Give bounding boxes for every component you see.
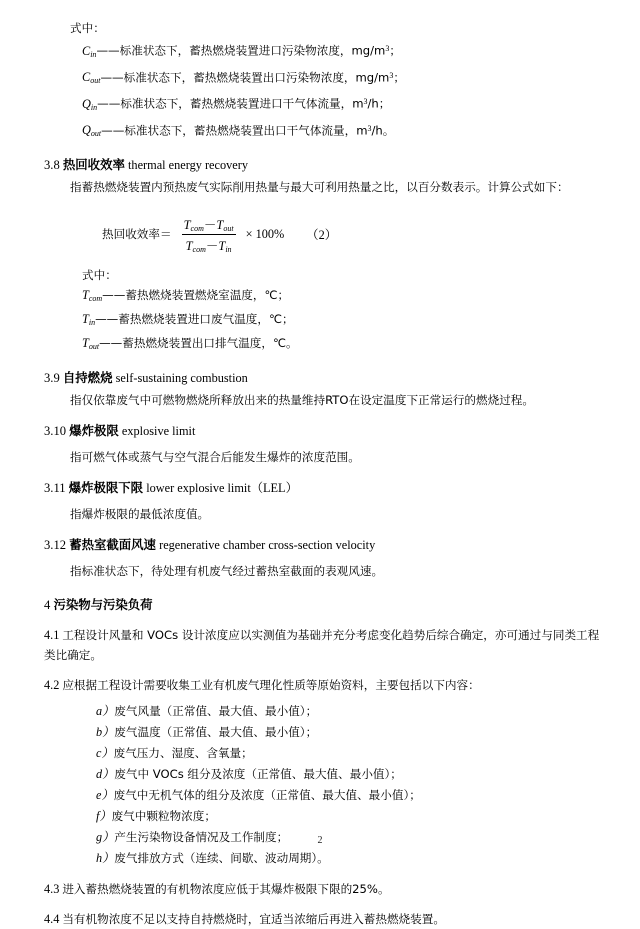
list-item-text: 废气排放方式（连续、间歇、波动周期）。 xyxy=(114,851,329,866)
formula-equation-number: （2） xyxy=(306,228,338,243)
section-number: 4 xyxy=(44,598,51,613)
clause-number: 4.2 xyxy=(44,678,60,693)
page-number: 2 xyxy=(317,835,323,846)
unit-exponent: 3 xyxy=(367,123,372,133)
unit-exponent: 3 xyxy=(363,97,368,107)
formula-numerator: $T_{com}-T_{out}$ xyxy=(183,217,234,233)
list-item xyxy=(96,764,600,785)
shizhong-label-1: 式中： xyxy=(70,21,105,35)
section-number: 3.9 xyxy=(44,371,60,386)
section-heading-4 xyxy=(44,595,600,615)
definition-row xyxy=(82,285,600,309)
list-item-text: 产生污染物设备情况及工作制度； xyxy=(114,830,289,845)
list-item xyxy=(96,701,600,722)
definition-tail: /h； xyxy=(367,96,391,111)
definition-row xyxy=(82,65,600,92)
shizhong-label-2: 式中： xyxy=(82,268,117,283)
list-item-text: 废气风量（正常值、最大值、最小值）； xyxy=(114,704,318,719)
definition-tail: ； xyxy=(393,70,405,85)
clause-text: 进入蓄热燃烧装置的有机物浓度应低于其爆炸极限下限的25%。 xyxy=(62,882,390,897)
section-title-en: regenerative chamber cross-section velocity xyxy=(159,538,376,553)
section-heading-3-12 xyxy=(44,535,600,555)
page-content xyxy=(44,18,600,929)
symbol-q-in: $Q_{in}$ xyxy=(82,96,98,112)
section-title-cn: 爆炸极限 xyxy=(69,423,119,439)
section-3-12-body: 指标准状态下，待处理有机废气经过蓄热室截面的表观风速。 xyxy=(70,564,384,579)
list-item xyxy=(96,848,600,869)
symbol-t-out: $T_{out}$ xyxy=(82,336,100,352)
section-heading-3-10 xyxy=(44,421,600,441)
formula-tail: × 100% xyxy=(245,226,285,241)
section-heading-3-8 xyxy=(44,155,600,175)
unit-exponent: 3 xyxy=(389,70,394,80)
list-item-text: 废气中颗粒物浓度； xyxy=(111,809,216,824)
section-title-cn: 蓄热室截面风速 xyxy=(69,537,156,553)
definition-text: ——标准状态下，蓄热燃烧装置出口污染物浓度，mg/m xyxy=(100,70,390,85)
section-title-cn: 爆炸极限下限 xyxy=(68,480,144,496)
definition-row xyxy=(82,333,600,357)
definition-row xyxy=(82,309,600,333)
section-heading-3-9 xyxy=(44,368,600,388)
symbol-c-out: $C_{out}$ xyxy=(82,70,101,86)
definition-tail: /h。 xyxy=(371,123,395,138)
list-item-label: g） xyxy=(96,830,115,845)
definition-text: ——蓄热燃烧装置进口废气温度，℃； xyxy=(95,312,294,327)
clause-4-4 xyxy=(44,909,600,929)
symbol-t-com: $T_{com}$ xyxy=(82,288,103,304)
section-3-9-body: 指仅依靠废气中可燃物燃烧所释放出来的热量维持RTO在设定温度下正常运行的燃烧过程。 xyxy=(70,393,534,408)
formula-denominator: $T_{com}-T_{in}$ xyxy=(182,234,236,254)
list-item-text: 废气温度（正常值、最大值、最小值）； xyxy=(114,725,318,740)
definition-text: ——标准状态下，蓄热燃烧装置进口污染物浓度，mg/m xyxy=(96,43,386,58)
definition-row xyxy=(82,38,600,65)
section-number: 3.12 xyxy=(44,538,67,553)
clause-text: 当有机物浓度不足以支持自持燃烧时，宜适当浓缩后再进入蓄热燃烧装置。 xyxy=(62,912,445,927)
list-item-text: 废气中无机气体的组分及浓度（正常值、最大值、最小值）； xyxy=(113,788,421,803)
clause-4-3 xyxy=(44,879,600,899)
unit-exponent: 3 xyxy=(385,44,390,53)
section-title-cn: 热回收效率 xyxy=(62,157,125,173)
symbol-c-in: $C_{in}$ xyxy=(82,43,97,59)
list-item-label: e） xyxy=(96,788,114,803)
list-item xyxy=(96,722,600,743)
section-title-en: lower explosive limit（LEL） xyxy=(146,481,298,496)
list-item-label: f） xyxy=(96,809,112,824)
section-title-cn: 污染物与污染负荷 xyxy=(53,597,153,613)
formula-fraction xyxy=(180,215,238,254)
section-title-en: thermal energy recovery xyxy=(128,158,248,173)
list-item-text: 废气中 VOCs 组分及浓度（正常值、最大值、最小值）； xyxy=(114,767,402,782)
definition-row xyxy=(82,118,600,145)
clause-number: 4.3 xyxy=(44,882,60,897)
definition-row xyxy=(82,91,600,118)
definition-text: ——蓄热燃烧装置燃烧室温度，℃； xyxy=(102,288,290,303)
list-item-label: d） xyxy=(96,767,115,782)
list-item-label: c） xyxy=(96,746,114,761)
list-item-label: h） xyxy=(96,851,115,866)
section-number: 3.8 xyxy=(44,158,60,173)
formula-thermal-energy-recovery xyxy=(102,211,600,257)
formula-label: 热回收效率＝ xyxy=(102,227,172,242)
list-item-label: b） xyxy=(96,725,115,740)
section-3-8-body: 指蓄热燃烧装置内预热废气实际削用热量与最大可利用热量之比，以百分数表示。计算公式如下： xyxy=(70,180,569,195)
clause-number: 4.1 xyxy=(44,628,60,643)
section-title-cn: 自持燃烧 xyxy=(62,370,113,386)
definition-text: ——标准状态下，蓄热燃烧装置进口干气体流量，m xyxy=(97,96,364,111)
symbol-t-in: $T_{in}$ xyxy=(82,312,96,328)
section-3-11-body: 指爆炸极限的最低浓度值。 xyxy=(70,507,210,522)
list-item-text: 废气压力、湿度、含氧量； xyxy=(113,746,253,761)
list-item xyxy=(96,743,600,764)
clause-text: 应根据工程设计需要收集工业有机废气理化性质等原始资料，主要包括以下内容： xyxy=(62,678,480,693)
symbol-q-out: $Q_{out}$ xyxy=(82,123,102,139)
list-item xyxy=(96,785,600,806)
section-title-en: explosive limit xyxy=(121,424,196,439)
definition-text: ——标准状态下，蓄热燃烧装置出口干气体流量，m xyxy=(101,123,368,138)
section-number: 3.11 xyxy=(44,481,66,496)
section-heading-3-11 xyxy=(44,478,600,498)
clause-4-2 xyxy=(44,675,600,695)
section-number: 3.10 xyxy=(44,424,67,439)
definition-text: ——蓄热燃烧装置出口排气温度，℃。 xyxy=(99,336,298,351)
definition-tail: ； xyxy=(389,43,401,58)
section-title-en: self-sustaining combustion xyxy=(115,371,248,386)
list-item xyxy=(96,806,600,827)
clause-number: 4.4 xyxy=(44,912,60,927)
section-3-10-body: 指可燃气体或蒸气与空气混合后能发生爆炸的浓度范围。 xyxy=(70,450,360,465)
clause-text: 工程设计风量和 VOCs 设计浓度应以实测值为基础并充分考虑变化趋势后综合确定，亦可通过与同类工程类比确定。 xyxy=(44,628,600,663)
clause-4-1 xyxy=(44,625,600,665)
list-item-label: a） xyxy=(96,704,115,719)
